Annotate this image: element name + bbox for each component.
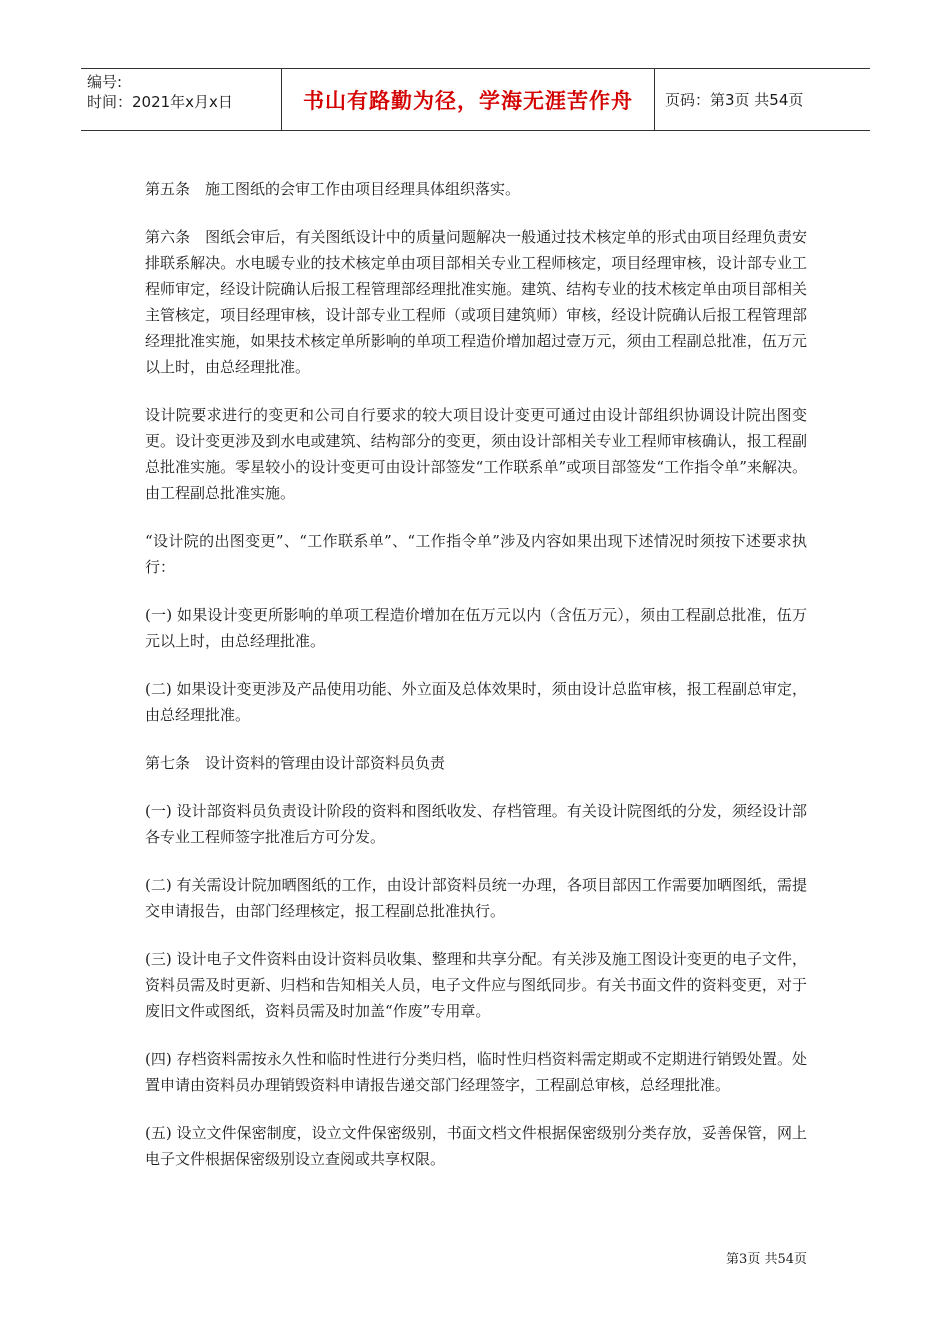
paragraph: (二) 如果设计变更涉及产品使用功能、外立面及总体效果时，须由设计总监审核，报工程副总审定，由总经理批准。 <box>145 680 807 724</box>
paragraph: 第六条 图纸会审后，有关图纸设计中的质量问题解决一般通过技术核定单的形式由项目经理负责安排联系解决。水电暖专业的技术核定单由项目部相关专业工程师核定，项目经理审核，设计部专业工程师审定，经设计院确认后报工程管理部经理批准实施。建筑、结构专业的技术核定单由项目部相关主管核定，项目经理审核，设计部专业工程师（或项目建筑师）审核，经设计院确认后报工程管理部经理批准实施，如果技术核定单所影响的单项工程造价增加超过壹万元，须由工程副总批准，伍万元以上时，由总经理批准。 <box>145 228 807 376</box>
header-page-info: 页码：第3页 共54页 <box>665 91 804 109</box>
document-time-label: 时间：2021年x月x日 <box>87 93 233 111</box>
paragraph: (二) 有关需设计院加晒图纸的工作，由设计部资料员统一办理，各项目部因工作需要加晒图纸，需提交申请报告，由部门经理核定，报工程副总批准执行。 <box>145 876 807 920</box>
page-header <box>81 68 870 131</box>
paragraph: (四) 存档资料需按永久性和临时性进行分类归档，临时性归档资料需定期或不定期进行销毁处置。处置申请由资料员办理销毁资料申请报告递交部门经理签字，工程副总审核，总经理批准。 <box>145 1050 807 1094</box>
page-footer: 第3页 共54页 <box>726 1252 807 1267</box>
paragraph: 第七条 设计资料的管理由设计部资料员负责 <box>145 754 446 772</box>
header-motto: 书山有路勤为径，学海无涯苦作舟 <box>282 69 655 130</box>
header-meta <box>81 69 282 130</box>
paragraph: 设计院要求进行的变更和公司自行要求的较大项目设计变更可通过由设计部组织协调设计院出图变更。设计变更涉及到水电或建筑、结构部分的变更，须由设计部相关专业工程师审核确认，报工程副总批准实施。零星较小的设计变更可由设计部签发“工作联系单”或项目部签发“工作指令单”来解决。由工程副总批准实施。 <box>145 406 807 502</box>
document-number-label: 编号: <box>87 73 123 91</box>
paragraph: (五) 设立文件保密制度，设立文件保密级别，书面文档文件根据保密级别分类存放，妥善保管，网上电子文件根据保密级别设立查阅或共享权限。 <box>145 1124 807 1168</box>
paragraph: “设计院的出图变更”、“工作联系单”、“工作指令单”涉及内容如果出现下述情况时须按下述要求执行： <box>145 532 807 576</box>
document-body <box>145 176 807 1194</box>
paragraph: (一) 设计部资料员负责设计阶段的资料和图纸收发、存档管理。有关设计院图纸的分发，须经设计部各专业工程师签字批准后方可分发。 <box>145 802 807 846</box>
paragraph: 第五条 施工图纸的会审工作由项目经理具体组织落实。 <box>145 180 521 198</box>
paragraph: (三) 设计电子文件资料由设计资料员收集、整理和共享分配。有关涉及施工图设计变更的电子文件，资料员需及时更新、归档和告知相关人员，电子文件应与图纸同步。有关书面文件的资料变更，对于废旧文件或图纸，资料员需及时加盖“作废”专用章。 <box>145 950 807 1020</box>
paragraph: (一) 如果设计变更所影响的单项工程造价增加在伍万元以内（含伍万元），须由工程副总批准，伍万元以上时，由总经理批准。 <box>145 606 807 650</box>
